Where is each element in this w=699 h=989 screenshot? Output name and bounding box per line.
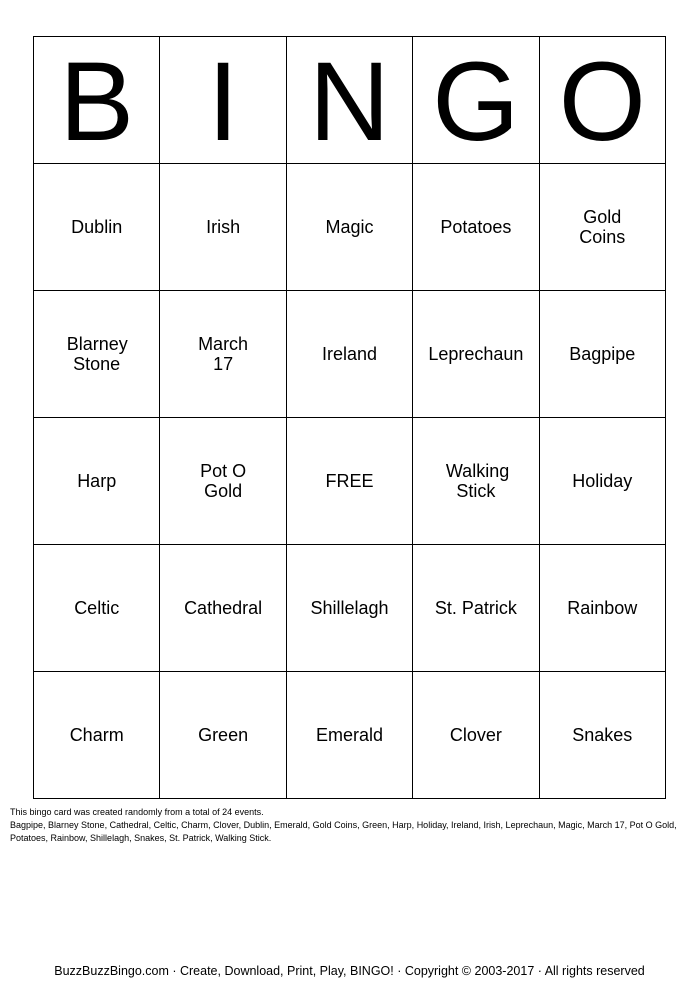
bingo-card (33, 36, 666, 799)
card-description-intro: This bingo card was created randomly from a total of 24 events. (10, 807, 264, 817)
bingo-cell[interactable] (160, 418, 286, 545)
header-cell-b (34, 37, 160, 164)
bingo-cell[interactable] (160, 545, 286, 672)
card-row-4 (34, 545, 666, 672)
header-letter: B (59, 39, 135, 164)
card-description-event-list: Bagpipe, Blarney Stone, Cathedral, Celtic, Charm, Clover, Dublin, Emerald, Gold Coins, Green, Harp, Holiday, Ireland, Irish, Leprechaun, Magic, March 17, Pot O Gold, Potatoes, Rainbow, Shillelagh, Snakes, St. Patrick, Walking Stick. (10, 820, 677, 843)
header-letter: G (432, 39, 520, 164)
cell-text: Blarney Stone (66, 333, 128, 374)
header-letter: I (207, 39, 239, 164)
header-cell-i (160, 37, 286, 164)
bingo-cell[interactable] (34, 164, 160, 291)
cell-text: Clover (449, 724, 502, 745)
bingo-cell[interactable] (413, 545, 539, 672)
cell-text: Potatoes (440, 216, 512, 237)
bingo-cell[interactable] (286, 545, 412, 672)
cell-text: Pot O Gold (200, 460, 247, 501)
cell-text: Cathedral (184, 597, 263, 618)
bingo-cell[interactable] (539, 672, 665, 799)
bingo-cell[interactable] (34, 545, 160, 672)
cell-text: St. Patrick (434, 597, 517, 618)
bingo-cell[interactable] (286, 291, 412, 418)
cell-text: Ireland (321, 343, 377, 364)
bingo-cell[interactable] (160, 672, 286, 799)
cell-text: Rainbow (567, 597, 638, 618)
bingo-cell[interactable] (413, 291, 539, 418)
cell-text: Walking Stick (445, 460, 510, 501)
bingo-cell[interactable] (34, 672, 160, 799)
bingo-cell[interactable] (413, 672, 539, 799)
cell-text: Magic (325, 216, 374, 237)
cell-text: Irish (206, 216, 241, 237)
bingo-cell[interactable] (413, 418, 539, 545)
free-cell-text: FREE (325, 470, 374, 491)
cell-text: Emerald (315, 724, 383, 745)
card-row-5 (34, 672, 666, 799)
cell-text: Green (198, 724, 249, 745)
cell-text: Dublin (71, 216, 123, 237)
card-row-2 (34, 291, 666, 418)
bingo-cell[interactable] (34, 418, 160, 545)
bingo-cell[interactable] (539, 164, 665, 291)
bingo-cell[interactable] (160, 291, 286, 418)
bingo-cell[interactable] (160, 164, 286, 291)
header-cell-o (539, 37, 665, 164)
cell-text: Celtic (74, 597, 120, 618)
header-letter: N (309, 39, 390, 164)
cell-text: March 17 (198, 333, 249, 374)
header-letter: O (558, 39, 646, 164)
bingo-cell[interactable] (286, 672, 412, 799)
cell-text: Harp (77, 470, 117, 491)
cell-text: Holiday (572, 470, 633, 491)
card-description (10, 806, 690, 845)
bingo-cell[interactable] (286, 164, 412, 291)
cell-text: Snakes (572, 724, 633, 745)
cell-text: Bagpipe (569, 343, 636, 364)
cell-text: Gold Coins (579, 206, 626, 247)
card-row-1 (34, 164, 666, 291)
bingo-cell[interactable] (539, 418, 665, 545)
header-cell-n (286, 37, 412, 164)
card-row-3 (34, 418, 666, 545)
cell-text: Charm (69, 724, 124, 745)
cell-text: Shillelagh (310, 597, 389, 618)
header-row (34, 37, 666, 164)
cell-text: Leprechaun (428, 343, 524, 364)
bingo-cell[interactable] (539, 545, 665, 672)
bingo-cell[interactable] (34, 291, 160, 418)
site-footer: BuzzBuzzBingo.com · Create, Download, Print, Play, BINGO! · Copyright © 2003-2017 · All rights reserved (54, 964, 645, 978)
bingo-cell[interactable] (539, 291, 665, 418)
free-cell[interactable] (286, 418, 412, 545)
bingo-cell[interactable] (413, 164, 539, 291)
header-cell-g (413, 37, 539, 164)
